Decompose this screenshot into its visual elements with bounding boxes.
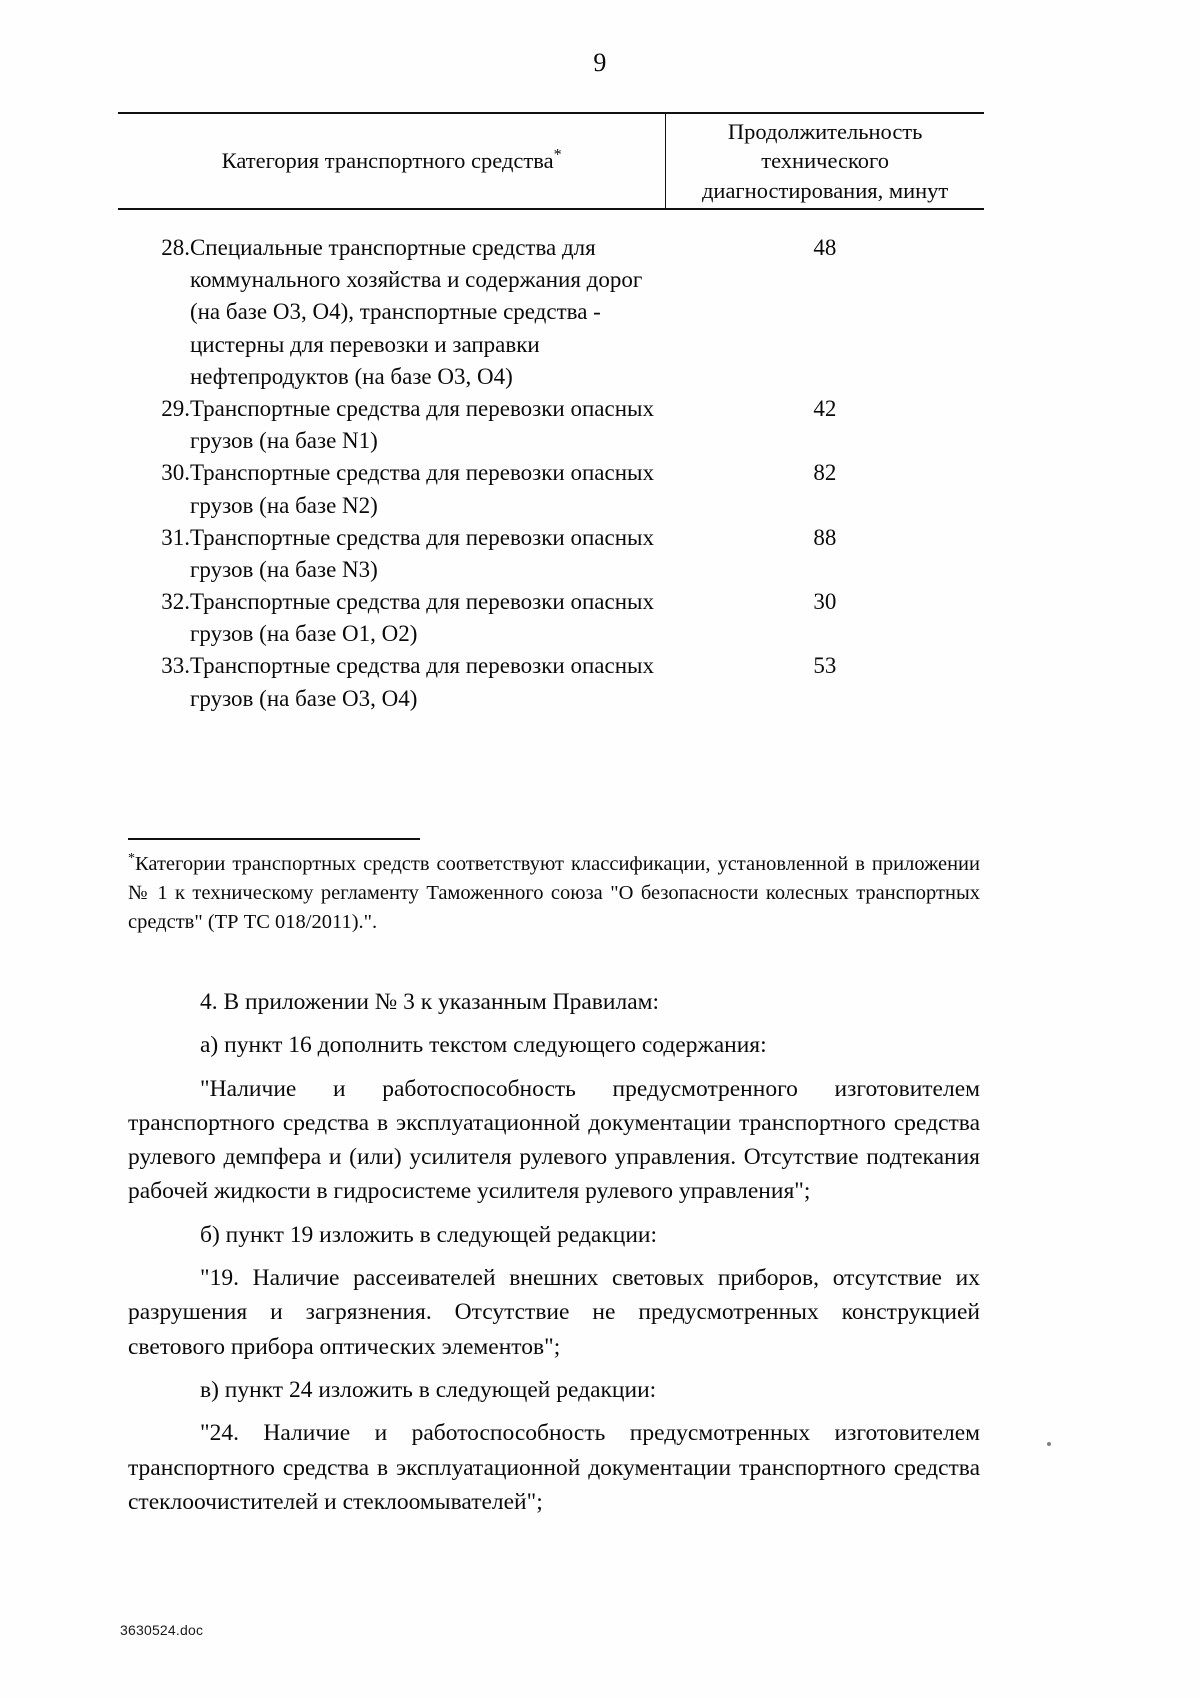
row-duration: 53 xyxy=(813,653,837,679)
paragraph-subitem-b: б) пункт 19 изложить в следующей редакции: xyxy=(200,1221,658,1248)
paragraph-quote-19: "19. Наличие рассеивателей внешних световых приборов, отсутствие их разрушения и загрязнения. Отсутствие не предусмотренных конструкцией светового прибора оптических элементов"; xyxy=(128,1265,980,1360)
row-description: Транспортные средства для перевозки опасных грузов (на базе O1, O2) xyxy=(189,589,654,647)
row-number: 29. xyxy=(161,395,190,421)
row-description: Специальные транспортные средства для коммунального хозяйства и содержания дорог (на базе O3, O4), транспортные средства - цистерны для перевозки и заправки нефтепродуктов (на базе O3, O4) xyxy=(189,235,643,389)
body-text-block xyxy=(128,985,980,1519)
footnote-body: Категории транспортных средств соответствуют классификации, установленной в приложении № 1 к техническому регламенту Таможенного союза "О безопасности колесных транспортных средств" (ТР ТС 018/2011).". xyxy=(128,853,980,934)
table-row xyxy=(118,586,984,650)
scan-speck xyxy=(1047,1442,1051,1446)
row-number: 33. xyxy=(161,653,190,679)
paragraph-subitem-a: а) пункт 16 дополнить текстом следующего содержания: xyxy=(200,1032,767,1059)
header-cell-category xyxy=(118,113,666,209)
header-footnote-marker: * xyxy=(553,146,562,164)
header-duration-line-3: диагностирования, минут xyxy=(701,177,949,203)
footnote-section xyxy=(128,838,980,937)
row-duration: 30 xyxy=(813,589,837,615)
footnote-marker: * xyxy=(128,851,135,867)
row-number: 32. xyxy=(161,589,190,615)
vehicle-category-table xyxy=(118,112,984,715)
header-cell-duration xyxy=(666,113,984,209)
table-row xyxy=(118,393,984,457)
table-row xyxy=(118,522,984,586)
row-number: 31. xyxy=(161,524,190,550)
paragraph-item-4: 4. В приложении № 3 к указанным Правилам: xyxy=(200,989,660,1015)
row-description: Транспортные средства для перевозки опасных грузов (на базе O3, O4) xyxy=(189,653,654,711)
paragraph-quote-16: "Наличие и работоспособность предусмотренного изготовителем транспортного средства в эксплуатационной документации транспортного средства рулевого демпфера и (или) усилителя рулевого управления. Отсутствие подтекания рабочей жидкости в гидросистеме усилителя рулевого управления"; xyxy=(128,1075,980,1205)
row-number: 28. xyxy=(161,235,190,260)
table-body xyxy=(118,209,984,715)
row-duration: 88 xyxy=(813,524,837,550)
header-duration-line-2: технического xyxy=(761,148,889,174)
footnote-separator-rule xyxy=(128,838,420,840)
table-header-row xyxy=(118,113,984,209)
header-category-label: Категория транспортного средства xyxy=(221,148,554,174)
table-header xyxy=(118,113,984,209)
page-number: 9 xyxy=(593,48,607,77)
table-row xyxy=(118,209,984,393)
table-row xyxy=(118,457,984,521)
vehicle-category-table-container xyxy=(118,112,984,715)
row-duration: 42 xyxy=(813,395,837,421)
paragraph-subitem-v: в) пункт 24 изложить в следующей редакции: xyxy=(200,1376,657,1403)
row-description: Транспортные средства для перевозки опасных грузов (на базе N2) xyxy=(189,460,654,518)
footer-filename: 3630524.doc xyxy=(120,1622,204,1638)
table-row xyxy=(118,650,984,714)
row-description: Транспортные средства для перевозки опасных грузов (на базе N3) xyxy=(189,524,654,582)
row-number: 30. xyxy=(161,460,190,486)
header-duration-line-1: Продолжительность xyxy=(727,119,923,145)
row-duration: 82 xyxy=(813,460,837,486)
paragraph-quote-24: "24. Наличие и работоспособность предусмотренных изготовителем транспортного средства в эксплуатационной документации транспортного средства стеклоочистителей и стеклоомывателей"; xyxy=(128,1420,980,1515)
row-duration: 48 xyxy=(813,235,837,260)
footnote-text xyxy=(128,850,980,937)
row-description: Транспортные средства для перевозки опасных грузов (на базе N1) xyxy=(189,395,654,454)
